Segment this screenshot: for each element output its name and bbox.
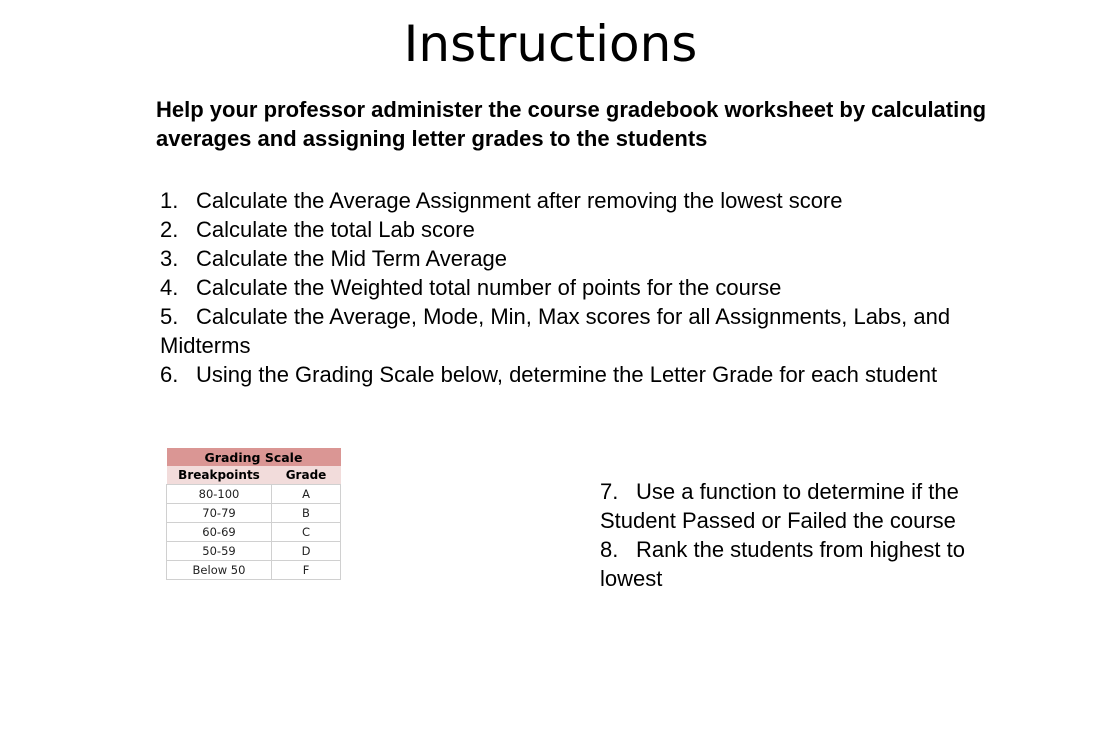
breakpoint-cell: Below 50 <box>167 561 272 580</box>
grade-cell: A <box>272 485 341 504</box>
grade-cell: B <box>272 504 341 523</box>
slide-title: Instructions <box>403 15 698 73</box>
breakpoint-cell: 50-59 <box>167 542 272 561</box>
breakpoint-cell: 70-79 <box>167 504 272 523</box>
intro-text: Help your professor administer the course gradebook worksheet by calculating averages and assigning letter grades to the students <box>156 97 987 151</box>
table-row <box>167 485 341 504</box>
step-text: Calculate the total Lab score <box>196 217 475 242</box>
list-item <box>600 477 1000 535</box>
step-number: 8. <box>600 537 619 562</box>
grade-header: Grade <box>272 466 341 485</box>
table-row <box>167 523 341 542</box>
instruction-list <box>160 186 1040 389</box>
table-row <box>167 561 341 580</box>
list-item <box>160 360 1040 389</box>
step-text: Calculate the Average Assignment after removing the lowest score <box>196 188 843 213</box>
grading-scale-title: Grading Scale <box>167 448 341 466</box>
list-item <box>160 302 1040 360</box>
grade-cell: D <box>272 542 341 561</box>
list-item <box>160 215 1040 244</box>
list-item <box>160 273 1040 302</box>
list-item <box>160 186 1040 215</box>
grading-scale-table <box>166 448 341 580</box>
breakpoint-cell: 60-69 <box>167 523 272 542</box>
step-text: Use a function to determine if the Student Passed or Failed the course <box>600 479 959 533</box>
table-row <box>167 542 341 561</box>
step-number: 3. <box>160 246 179 271</box>
step-text: Using the Grading Scale below, determine the Letter Grade for each student <box>196 362 938 387</box>
step-text: Rank the students from highest to lowest <box>600 537 965 591</box>
breakpoints-header: Breakpoints <box>167 466 272 485</box>
step-number: 5. <box>160 304 179 329</box>
step-text: Calculate the Weighted total number of points for the course <box>196 275 782 300</box>
step-number: 6. <box>160 362 179 387</box>
step-number: 2. <box>160 217 179 242</box>
step-number: 1. <box>160 188 179 213</box>
grade-cell: C <box>272 523 341 542</box>
step-number: 7. <box>600 479 619 504</box>
table-row <box>167 504 341 523</box>
step-text: Calculate the Mid Term Average <box>196 246 508 271</box>
grade-cell: F <box>272 561 341 580</box>
step-number: 4. <box>160 275 179 300</box>
breakpoint-cell: 80-100 <box>167 485 272 504</box>
instruction-list-right <box>600 477 1000 593</box>
step-text: Calculate the Average, Mode, Min, Max scores for all Assignments, Labs, and Midterms <box>160 304 951 358</box>
list-item <box>600 535 1000 593</box>
list-item <box>160 244 1040 273</box>
